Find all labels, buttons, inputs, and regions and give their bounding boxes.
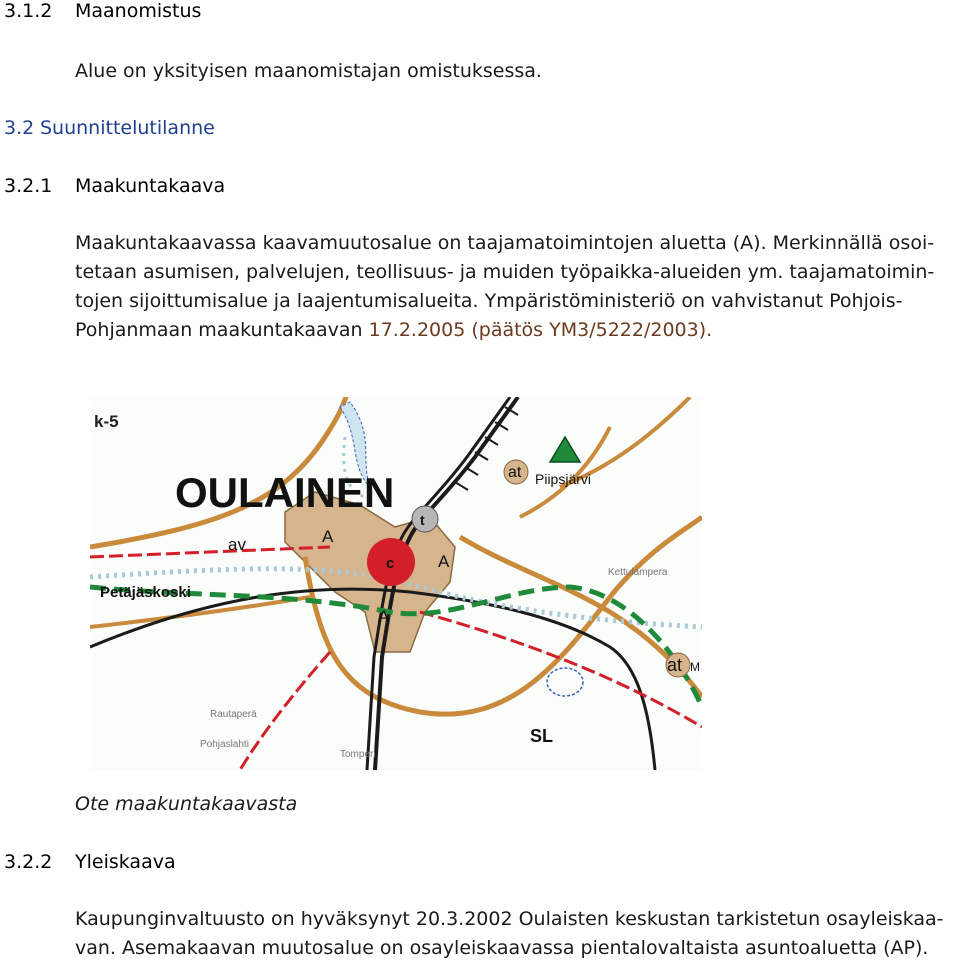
map-label-rautapera: Rautaperä	[210, 709, 257, 720]
map-label-a2: A	[438, 552, 450, 571]
map-label-pohjaslahti: Pohjaslahti	[200, 739, 249, 750]
heading-title: Maanomistus	[75, 0, 202, 22]
map-label-piipsjarvi: Piipsjärvi	[535, 471, 592, 487]
map-label-a1: A	[322, 527, 334, 546]
paragraph-line	[75, 316, 712, 344]
paragraph-line: Kaupunginvaltuusto on hyväksynyt 20.3.2002 Oulaisten keskustan tarkistetun osayleiskaa-	[75, 908, 944, 930]
map-label-sl: SL	[530, 726, 554, 746]
map-label-k5: k-5	[94, 412, 119, 431]
heading-number: 3.2	[4, 117, 35, 139]
map-label-a3: A	[378, 607, 390, 626]
heading-number: 3.1.2	[4, 0, 53, 22]
map-label-at1: at	[508, 464, 522, 481]
heading-number: 3.2.1	[4, 175, 53, 197]
heading-title: Yleiskaava	[75, 851, 176, 873]
paragraph-line: van. Asemakaavan muutosalue on osayleiskaavassa pientalovaltaista asuntoaluetta (AP).	[75, 937, 929, 959]
map-label-town: OULAINEN	[175, 469, 395, 516]
map-label-petajaskoski: Petäjäskoski	[100, 584, 191, 601]
paragraph-line-start: Pohjanmaan maakuntakaavan	[75, 319, 369, 341]
paragraph-line: tetaan asumisen, palvelujen, teollisuus- ja muiden työpaikka-alueiden ym. taajamatoimin-	[75, 261, 935, 283]
paragraph-line: tojen sijoittumisalue ja laajentumisalueita. Ympäristöministeriö on vahvistanut Pohjois-	[75, 290, 903, 312]
regional-plan-map	[90, 397, 702, 770]
map-label-kettulampera: Kettulampera	[608, 567, 668, 578]
decision-text: 17.2.2005 (päätös YM3/5222/2003).	[368, 319, 713, 341]
heading-number: 3.2.2	[4, 851, 53, 873]
map-label-m: M	[690, 660, 700, 674]
map-label-tomperi: Tomperi	[340, 749, 376, 760]
map-label-at2: at	[667, 655, 683, 675]
ownership-text: Alue on yksityisen maanomistajan omistuksessa.	[75, 60, 542, 82]
heading-title: Suunnittelutilanne	[40, 117, 215, 139]
paragraph-line: Maakuntakaavassa kaavamuutosalue on taajamatoimintojen aluetta (A). Merkinnällä osoi-	[75, 232, 935, 254]
map-label-av: av	[228, 535, 246, 554]
map-label-c: c	[386, 555, 395, 572]
map-caption: Ote maakuntakaavasta	[75, 793, 298, 815]
heading-title: Maakuntakaava	[75, 175, 226, 197]
map-label-t: t	[420, 512, 425, 528]
